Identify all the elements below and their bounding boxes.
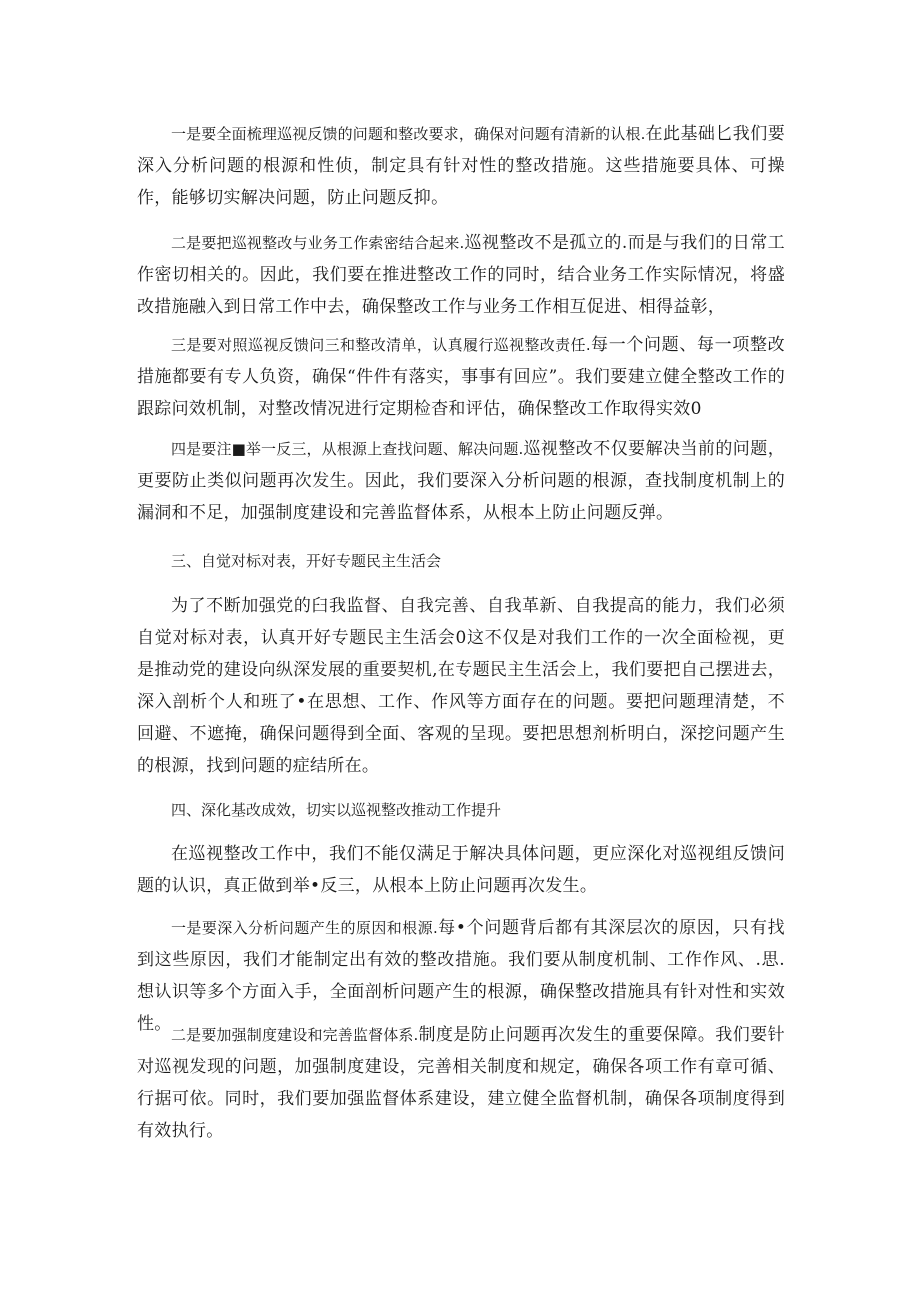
paragraph-1-lead: 一是要全面梳理巡视反馈的问题和整改要求，确保对问题有清新的认根. <box>171 125 646 143</box>
paragraph-4-lead: 四是要注■举一反三，从根源上查找问题、解决问题. <box>171 440 524 458</box>
paragraph-8-lead: 二是要加强制度建设和完善监督体系. <box>171 1026 419 1044</box>
paragraph-3 <box>137 329 785 425</box>
paragraph-4-text: 巡视整改不仅要解决当前的问题，更要防止类似问题再次发生。因此，我们要深入分析问题的根源，查找制度机制上的漏洞和不足，加强制度建设和完善监督体系，从根本上防止问题反弹。 <box>137 439 786 523</box>
paragraph-2 <box>137 227 785 323</box>
paragraph-2-text: 巡视整改不是孤立的.而是与我们的日常工作密切相关的。因此，我们要在推进整改工作的同时，结合业务工作实际情况，将盛改措施融入到日常工作中去，确保整改工作与业务工作相互促进、相得益彰， <box>137 233 785 317</box>
section-heading-4: 四、深化基改成效，切实以巡视整改推动工作提升 <box>171 801 502 819</box>
paragraph-6 <box>137 838 785 902</box>
section-heading-3: 三、自觉对标对表，开好专题民主生活会 <box>171 552 442 570</box>
paragraph-3-lead: 三是要对照巡视反馈问三和整改清单，认真履行巡视整改责任. <box>171 336 591 354</box>
paragraph-8 <box>137 1019 785 1147</box>
paragraph-2-lead: 二是要把巡视整改与业务工作索密结合起来. <box>171 234 465 252</box>
paragraph-3-text: 每一个问题、每一项整改措施都要有专人负资，确保“件件有落实，事事有回应”。我们要建立健全整改工作的跟踪问效机制，对整改情况进行定期检杳和评估，确保整改工作取得实效0 <box>137 335 785 419</box>
paragraph-1-text: 在此基础匕我们要深入分析问题的根源和性侦，制定具有针对性的整改措施。这些措施要具体、可操作，能够切实解决问题，防止问题反抑。 <box>137 124 785 208</box>
paragraph-6-text: 在巡视整改工作中，我们不能仅满足于解决具体问题，更应深化对巡视组反馈问题的认识，真正做到举•反三，从根本上防止问题再次发生。 <box>137 844 785 896</box>
paragraph-1 <box>137 118 785 214</box>
paragraph-5-text: 为了不断加强党的臼我监督、自我完善、自我革新、自我提高的能力，我们必须自觉对标对表，认真开好专题民主生活会0这不仅是对我们工作的一次全面检视，更是推动党的建设向纵深发展的重要契机,在专题民主生活会上，我们要把自己摆进去，深入剖析个人和班了•在思想、工作、作风等方面存在的问题。要把问题理清楚，不回避、不遮掩，确保问题得到全面、客观的呈现。要把思想剂析明白，深挖问题产生的根源，找到问题的症结所在。 <box>137 596 785 776</box>
paragraph-4 <box>137 433 785 529</box>
paragraph-7-lead: 一是要深入分析问题产生的原因和根源. <box>171 919 438 937</box>
paragraph-5 <box>137 590 785 782</box>
paragraph-7-text: 每•个问题背后都有其深层次的原因，只有找到这些原因，我们才能制定出有效的整改措施。我们要从制度机制、工作作风、.思.想认识等多个方面入手，全面剖析问题产生的根源，确保整改措施具有针对性和实效性。 <box>137 918 785 1034</box>
paragraph-8-text: 制度是防止问题再次发生的重要保障。我们要针对巡视发现的问题，加强制度建设，完善相关制度和规定，确保各项工作有章可循、行据可依。同时，我们要加强监督体系建设，建立健全监督机制，确保各项制度得到有效执行。 <box>137 1025 785 1141</box>
